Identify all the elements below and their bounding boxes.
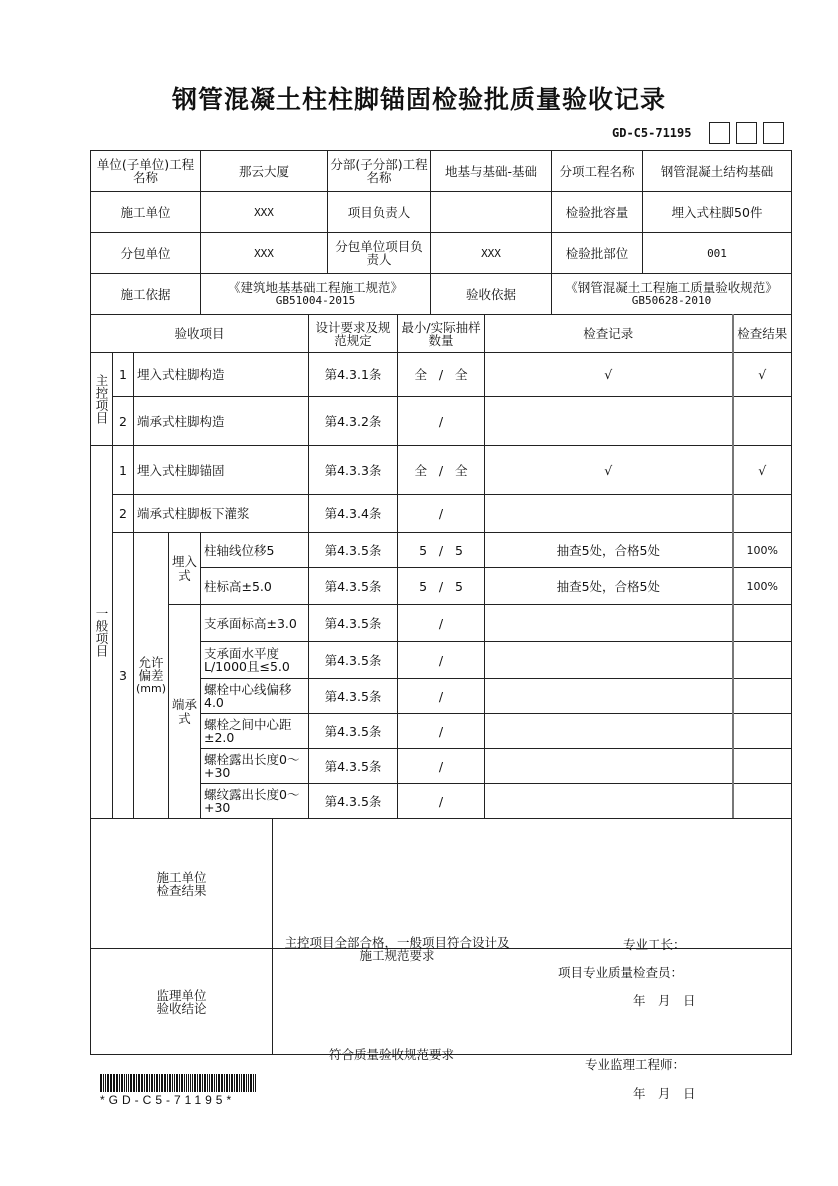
barcode-bar (224, 1074, 225, 1092)
row-no: 1 (113, 446, 134, 495)
row-result[interactable] (733, 605, 792, 642)
col-header-result: 检查结果 (733, 315, 792, 353)
row-result[interactable]: √ (733, 353, 792, 397)
col-header-record: 检查记录 (485, 315, 733, 353)
row-item: 螺栓露出长度0～+30 (201, 749, 309, 784)
barcode-bar (184, 1074, 185, 1092)
row-clause: 第4.3.5条 (309, 605, 398, 642)
project-manager-value[interactable] (431, 192, 552, 233)
barcode-bar (116, 1074, 118, 1092)
row-sample[interactable]: / (398, 642, 485, 679)
deviation-no: 3 (113, 533, 134, 819)
table-row (91, 533, 792, 568)
division-value[interactable]: 地基与基础-基础 (431, 151, 552, 192)
barcode-bar (231, 1074, 233, 1092)
row-item: 螺栓之间中心距±2.0 (201, 714, 309, 749)
row-record[interactable]: 抽查5处，合格5处 (485, 533, 733, 568)
row-result[interactable] (733, 495, 792, 533)
bearing-label: 端承式 (169, 605, 201, 819)
barcode-bar (194, 1074, 196, 1092)
construction-basis-line2: GB51004-2015 (275, 294, 356, 307)
barcode-bar (229, 1074, 230, 1092)
barcode-bar (218, 1074, 220, 1092)
barcode-bar (186, 1074, 187, 1092)
batch-capacity-label: 检验批容量 (552, 192, 643, 233)
row-no: 1 (113, 353, 134, 397)
barcode-bar (141, 1074, 143, 1092)
barcode-bar (124, 1074, 125, 1092)
row-item: 柱标高±5.0 (201, 568, 309, 605)
row-record[interactable] (485, 749, 733, 784)
row-sample[interactable]: / (398, 784, 485, 819)
constructor-check-content[interactable] (273, 819, 792, 1008)
table-row (91, 495, 792, 533)
row-sample[interactable]: / (398, 605, 485, 642)
col-header-design: 设计要求及规范规定 (309, 315, 398, 353)
row-item: 支承面水平度L/1000且≤5.0 (201, 642, 309, 679)
col-header-sample: 最小/实际抽样数量 (398, 315, 485, 353)
main-control-label: 主控项目 (91, 353, 113, 446)
barcode-bar (161, 1074, 163, 1092)
unit-project-label: 单位(子单位)工程名称 (91, 151, 201, 192)
constructor-check-label: 施工单位 检查结果 (91, 819, 273, 949)
acceptance-basis-line1: 《钢管混凝土工程施工质量验收规范》 (565, 280, 778, 295)
row-record[interactable] (485, 605, 733, 642)
barcode-bar (164, 1074, 166, 1092)
row-result[interactable] (733, 397, 792, 446)
supervisor-check-label: 监理单位 验收结论 (91, 949, 273, 1055)
barcode-bar (119, 1074, 120, 1092)
sub-manager-label: 分包单位项目负责人 (328, 233, 431, 274)
row-result[interactable]: 100% (733, 568, 792, 605)
barcode-bar (179, 1074, 180, 1092)
row-result[interactable]: √ (733, 446, 792, 495)
barcode-bar (151, 1074, 153, 1092)
barcode-bar (167, 1074, 168, 1092)
barcode-bar (100, 1074, 102, 1092)
barcode-bar (239, 1074, 240, 1092)
barcode-bar (156, 1074, 158, 1092)
barcode-bar (246, 1074, 247, 1092)
row-clause: 第4.3.5条 (309, 679, 398, 714)
row-result[interactable] (733, 679, 792, 714)
inspector-label: 项目专业质量检查员： (558, 964, 684, 980)
code-box-3[interactable] (763, 122, 784, 144)
table-row (91, 353, 792, 397)
acceptance-basis-label: 验收依据 (431, 274, 552, 315)
constructor-value[interactable]: XXX (201, 192, 328, 233)
row-item: 端承式柱脚板下灌浆 (134, 495, 309, 533)
barcode-bar (133, 1074, 135, 1092)
construction-basis-label: 施工依据 (91, 274, 201, 315)
supervisor-conclusion: 符合质量验收规范要求 (329, 1046, 455, 1062)
row-clause: 第4.3.5条 (309, 714, 398, 749)
subcontractor-value[interactable]: XXX (201, 233, 328, 274)
row-record[interactable] (485, 714, 733, 749)
row-record[interactable]: 抽查5处，合格5处 (485, 568, 733, 605)
engineer-label: 专业监理工程师： (585, 1056, 686, 1072)
row-sample[interactable]: 5 / 5 (398, 568, 485, 605)
code-box-2[interactable] (736, 122, 757, 144)
row-record[interactable]: √ (485, 353, 733, 397)
row-clause: 第4.3.5条 (309, 749, 398, 784)
unit-project-value[interactable]: 那云大厦 (201, 151, 328, 192)
row-item: 端承式柱脚构造 (134, 397, 309, 446)
barcode-bar (221, 1074, 223, 1092)
batch-location-value[interactable]: 001 (643, 233, 792, 274)
barcode-bar (121, 1074, 123, 1092)
subitem-label: 分项工程名称 (552, 151, 643, 192)
barcode (100, 1074, 270, 1092)
row-item: 埋入式柱脚锚固 (134, 446, 309, 495)
document-title: 钢管混凝土柱柱脚锚固检验批质量验收记录 (171, 85, 666, 114)
barcode-bar (188, 1074, 189, 1092)
row-record[interactable] (485, 784, 733, 819)
barcode-bar (202, 1074, 203, 1092)
barcode-bar (136, 1074, 137, 1092)
code-box-1[interactable] (709, 122, 730, 144)
barcode-text: *GD-C5-71195* (100, 1093, 236, 1107)
barcode-bar (236, 1074, 238, 1092)
row-sample[interactable]: 全 / 全 (398, 446, 485, 495)
barcode-bar (103, 1074, 104, 1092)
document-code: GD-C5-71195 (612, 126, 692, 140)
row-clause: 第4.3.5条 (309, 642, 398, 679)
barcode-bar (181, 1074, 183, 1092)
row-item: 螺栓中心线偏移4.0 (201, 679, 309, 714)
row-item: 支承面标高±3.0 (201, 605, 309, 642)
row-result[interactable]: 100% (733, 533, 792, 568)
division-label: 分部(子分部)工程名称 (328, 151, 431, 192)
table-row (91, 397, 792, 446)
row-sample[interactable]: 全 / 全 (398, 353, 485, 397)
acceptance-basis-value[interactable] (552, 274, 792, 315)
row-item: 螺纹露出长度0～+30 (201, 784, 309, 819)
table-row (91, 446, 792, 495)
barcode-bar (207, 1074, 208, 1092)
barcode-bar (113, 1074, 115, 1092)
row-sample[interactable]: / (398, 714, 485, 749)
row-no: 2 (113, 495, 134, 533)
row-result[interactable] (733, 642, 792, 679)
row-record[interactable] (485, 397, 733, 446)
row-clause: 第4.3.1条 (309, 353, 398, 397)
row-record[interactable]: √ (485, 446, 733, 495)
project-manager-label: 项目负责人 (328, 192, 431, 233)
barcode-bar (253, 1074, 254, 1092)
general-label: 一般项目 (91, 446, 113, 819)
table-row (91, 605, 792, 642)
barcode-bar (126, 1074, 127, 1092)
row-sample[interactable]: / (398, 679, 485, 714)
barcode-bar (216, 1074, 217, 1092)
barcode-bar (241, 1074, 242, 1092)
barcode-bar (209, 1074, 210, 1092)
row-sample[interactable]: 5 / 5 (398, 533, 485, 568)
barcode-bar (172, 1074, 173, 1092)
constructor-date-label: 年 月 日 (633, 992, 696, 1008)
row-record[interactable] (485, 642, 733, 679)
barcode-bar (226, 1074, 228, 1092)
barcode-bar (199, 1074, 201, 1092)
row-record[interactable] (485, 679, 733, 714)
barcode-bar (149, 1074, 150, 1092)
batch-location-label: 检验批部位 (552, 233, 643, 274)
supervisor-date-label: 年 月 日 (633, 1085, 696, 1101)
barcode-bar (130, 1074, 132, 1092)
barcode-bar (243, 1074, 245, 1092)
barcode-bar (144, 1074, 145, 1092)
construction-basis-line1: 《建筑地基基础工程施工规范》 (227, 280, 403, 295)
foreman-label: 专业工长： (623, 936, 686, 952)
batch-capacity-value[interactable]: 埋入式柱脚50件 (643, 192, 792, 233)
barcode-bar (154, 1074, 155, 1092)
barcode-bar (255, 1074, 256, 1092)
row-sample[interactable]: / (398, 397, 485, 446)
row-item: 柱轴线位移5 (201, 533, 309, 568)
deviation-label: 允许 偏差 (mm) (134, 533, 169, 819)
barcode-bar (169, 1074, 171, 1092)
barcode-bar (250, 1074, 252, 1092)
barcode-bar (192, 1074, 193, 1092)
barcode-bar (105, 1074, 106, 1092)
row-result[interactable] (733, 784, 792, 819)
row-result[interactable] (733, 749, 792, 784)
barcode-bar (214, 1074, 215, 1092)
acceptance-basis-line2: GB50628-2010 (631, 294, 712, 307)
barcode-bar (211, 1074, 213, 1092)
row-clause: 第4.3.5条 (309, 568, 398, 605)
subitem-value[interactable]: 钢管混凝土结构基础 (643, 151, 792, 192)
barcode-bar (204, 1074, 206, 1092)
row-record[interactable] (485, 495, 733, 533)
row-sample[interactable]: / (398, 749, 485, 784)
barcode-bar (159, 1074, 160, 1092)
constructor-label: 施工单位 (91, 192, 201, 233)
barcode-bar (128, 1074, 129, 1092)
row-clause: 第4.3.5条 (309, 784, 398, 819)
inspection-table (90, 314, 792, 819)
row-clause: 第4.3.2条 (309, 397, 398, 446)
barcode-bar (174, 1074, 175, 1092)
row-result[interactable] (733, 714, 792, 749)
row-clause: 第4.3.5条 (309, 533, 398, 568)
barcode-bar (234, 1074, 235, 1092)
sub-manager-value[interactable]: XXX (431, 233, 552, 274)
constructor-conclusion-line2: 施工规范要求 (359, 947, 435, 963)
header-table (90, 150, 792, 315)
row-clause: 第4.3.3条 (309, 446, 398, 495)
barcode-bar (138, 1074, 140, 1092)
row-item: 埋入式柱脚构造 (134, 353, 309, 397)
col-header-item: 验收项目 (91, 315, 309, 353)
barcode-bar (107, 1074, 109, 1092)
construction-basis-value[interactable] (201, 274, 431, 315)
embedded-label: 埋入式 (169, 533, 201, 605)
supervisor-check-content[interactable] (273, 949, 792, 1101)
row-no: 2 (113, 397, 134, 446)
row-sample[interactable]: / (398, 495, 485, 533)
barcode-bar (110, 1074, 112, 1092)
barcode-bar (248, 1074, 249, 1092)
barcode-bar (146, 1074, 148, 1092)
barcode-bar (197, 1074, 198, 1092)
row-clause: 第4.3.4条 (309, 495, 398, 533)
subcontractor-label: 分包单位 (91, 233, 201, 274)
barcode-bar (190, 1074, 191, 1092)
barcode-bar (176, 1074, 178, 1092)
constructor-conclusion-line1: 主控项目全部合格，一般项目符合设计及 (284, 934, 510, 950)
